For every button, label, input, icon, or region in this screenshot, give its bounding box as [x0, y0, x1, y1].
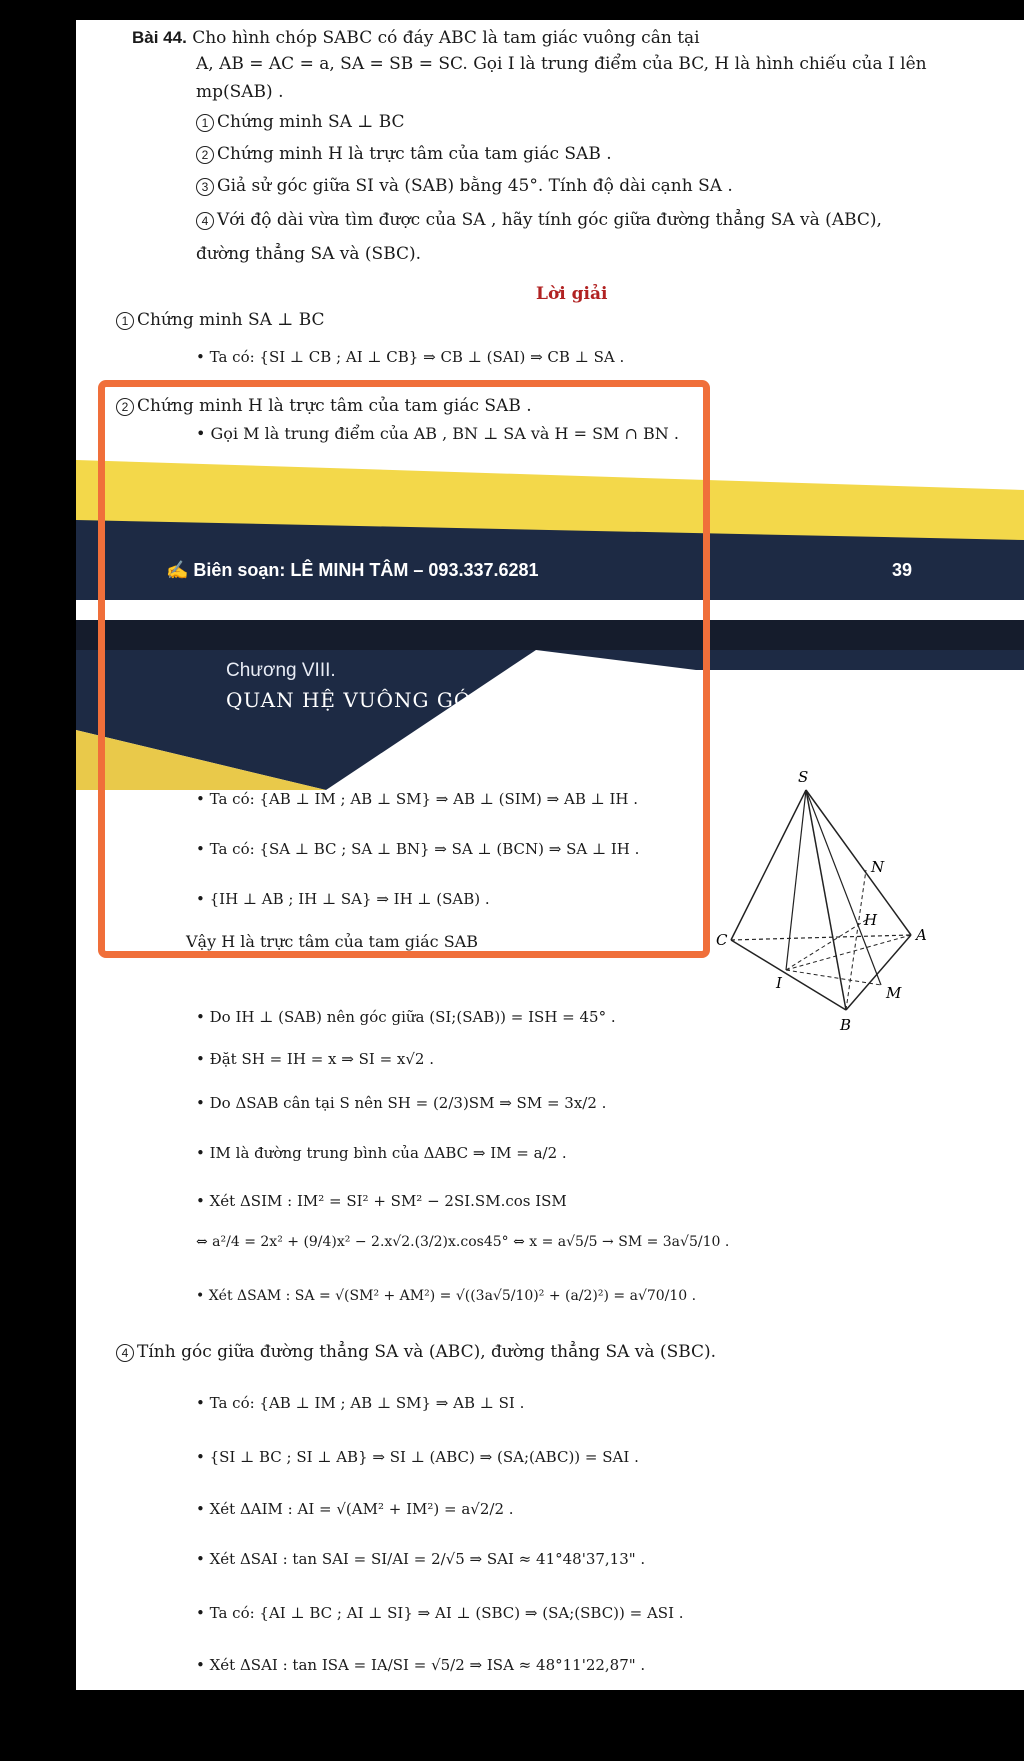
circled-number: 4 [116, 1344, 134, 1362]
edge-SM [806, 790, 881, 985]
chapter-title: QUAN HỆ VUÔNG GÓC [226, 688, 488, 712]
solution-4e: • Ta có: {AI ⊥ BC ; AI ⊥ SI} ⇒ AI ⊥ (SBC) ⇒ (SA;(SBC)) = ASI . [196, 1604, 684, 1622]
question-4-text: Với độ dài vừa tìm được của SA , hãy tính góc giữa đường thẳng SA và (ABC), [217, 210, 882, 230]
solution-3f: ⇔ a²/4 = 2x² + (9/4)x² − 2.x√2.(3/2)x.cos45° ⇔ x = a√5/5 → SM = 3a√5/10 . [196, 1234, 730, 1250]
solution-4d: • Xét ΔSAI : tan SAI = SI/AI = 2/√5 ⇒ SAI ≈ 41°48'37,13" . [196, 1550, 646, 1568]
solution-4b: • {SI ⊥ BC ; SI ⊥ AB} ⇒ SI ⊥ (ABC) ⇒ (SA;(ABC)) = SAI . [196, 1448, 639, 1466]
solution-title: Lời giải [536, 284, 608, 304]
page-number: 39 [892, 560, 913, 580]
solution-part-1-text: Chứng minh SA ⊥ BC [137, 310, 325, 330]
question-3-text: Giả sử góc giữa SI và (SAB) bằng 45°. Tính độ dài cạnh SA . [217, 176, 733, 196]
solution-2a: • Gọi M là trung điểm của AB , BN ⊥ SA và H = SM ∩ BN . [196, 424, 679, 443]
problem-label: Bài 44. [132, 28, 187, 47]
solution-1a: • Ta có: {SI ⊥ CB ; AI ⊥ CB} ⇒ CB ⊥ (SAI) ⇒ CB ⊥ SA . [196, 348, 625, 366]
pyramid-figure [716, 760, 996, 1040]
circled-number: 1 [196, 114, 214, 132]
edge-IA [786, 935, 911, 970]
solution-part-4 [116, 1342, 716, 1362]
question-4 [196, 210, 882, 230]
vertex-label-B: B [840, 1016, 852, 1034]
vertex-label-S: S [798, 768, 809, 786]
question-2 [196, 144, 612, 164]
vertex-label-H: H [864, 911, 878, 929]
solution-3c: • Do ΔSAB cân tại S nên SH = (2/3)SM ⇒ SM = 3x/2 . [196, 1094, 607, 1112]
edge-SB [806, 790, 846, 1010]
edge-BN [846, 870, 866, 1010]
edge-SI [786, 790, 806, 970]
edge-CA [731, 935, 911, 940]
vertex-label-A: A [916, 926, 927, 944]
solution-2b: • Ta có: {AB ⊥ IM ; AB ⊥ SM} ⇒ AB ⊥ (SIM) ⇒ AB ⊥ IH . [196, 790, 639, 808]
problem-line-1 [132, 28, 700, 48]
solution-part-2-text: Chứng minh H là trực tâm của tam giác SAB . [137, 396, 532, 416]
problem-line-2: A, AB = AC = a, SA = SB = SC. Gọi I là trung điểm của BC, H là hình chiếu của I lên [196, 54, 927, 74]
solution-part-1 [116, 310, 325, 330]
circled-number: 4 [196, 212, 214, 230]
chapter-label: Chương VIII. [226, 660, 336, 681]
vertex-label-M: M [886, 984, 902, 1002]
vertex-label-C: C [716, 931, 728, 949]
solution-2c: • Ta có: {SA ⊥ BC ; SA ⊥ BN} ⇒ SA ⊥ (BCN) ⇒ SA ⊥ IH . [196, 840, 640, 858]
solution-3d: • IM là đường trung bình của ΔABC ⇒ IM = a/2 . [196, 1144, 567, 1162]
solution-3g: • Xét ΔSAM : SA = √(SM² + AM²) = √((3a√5/10)² + (a/2)²) = a√70/10 . [196, 1288, 697, 1304]
solution-4f: • Xét ΔSAI : tan ISA = IA/SI = √5/2 ⇒ ISA ≈ 48°11'22,87" . [196, 1656, 646, 1674]
vertex-label-I: I [776, 974, 782, 992]
problem-line-3: mp(SAB) . [196, 82, 284, 102]
circled-number: 3 [196, 178, 214, 196]
solution-4a: • Ta có: {AB ⊥ IM ; AB ⊥ SM} ⇒ AB ⊥ SI . [196, 1394, 525, 1412]
solution-3b: • Đặt SH = IH = x ⇒ SI = x√2 . [196, 1050, 435, 1068]
circled-number: 2 [196, 146, 214, 164]
circled-number: 2 [116, 398, 134, 416]
document-page [76, 20, 1024, 1690]
solution-part-4-text: Tính góc giữa đường thẳng SA và (ABC), đường thẳng SA và (SBC). [137, 1342, 717, 1362]
solution-2e: Vậy H là trực tâm của tam giác SAB [186, 932, 478, 951]
solution-4c: • Xét ΔAIM : AI = √(AM² + IM²) = a√2/2 . [196, 1500, 514, 1518]
footer-author: ✍ Biên soạn: LÊ MINH TÂM – 093.337.6281 [166, 560, 539, 580]
question-3 [196, 176, 733, 196]
circled-number: 1 [116, 312, 134, 330]
highlight-frame [98, 380, 710, 958]
solution-3a: • Do IH ⊥ (SAB) nên góc giữa (SI;(SAB)) = ISH = 45° . [196, 1008, 616, 1026]
solution-2d: • {IH ⊥ AB ; IH ⊥ SA} ⇒ IH ⊥ (SAB) . [196, 890, 490, 908]
solution-3e: • Xét ΔSIM : IM² = SI² + SM² − 2SI.SM.cos ISM [196, 1192, 567, 1210]
edge-IH [786, 920, 866, 970]
question-4-continued: đường thẳng SA và (SBC). [196, 244, 422, 264]
question-2-text: Chứng minh H là trực tâm của tam giác SAB . [217, 144, 612, 164]
edge-SC [731, 790, 806, 940]
problem-text-1: Cho hình chóp SABC có đáy ABC là tam giác vuông cân tại [192, 28, 700, 48]
question-1 [196, 112, 405, 132]
vertex-label-N: N [871, 858, 885, 876]
edge-SA [806, 790, 911, 935]
question-1-text: Chứng minh SA ⊥ BC [217, 112, 405, 132]
